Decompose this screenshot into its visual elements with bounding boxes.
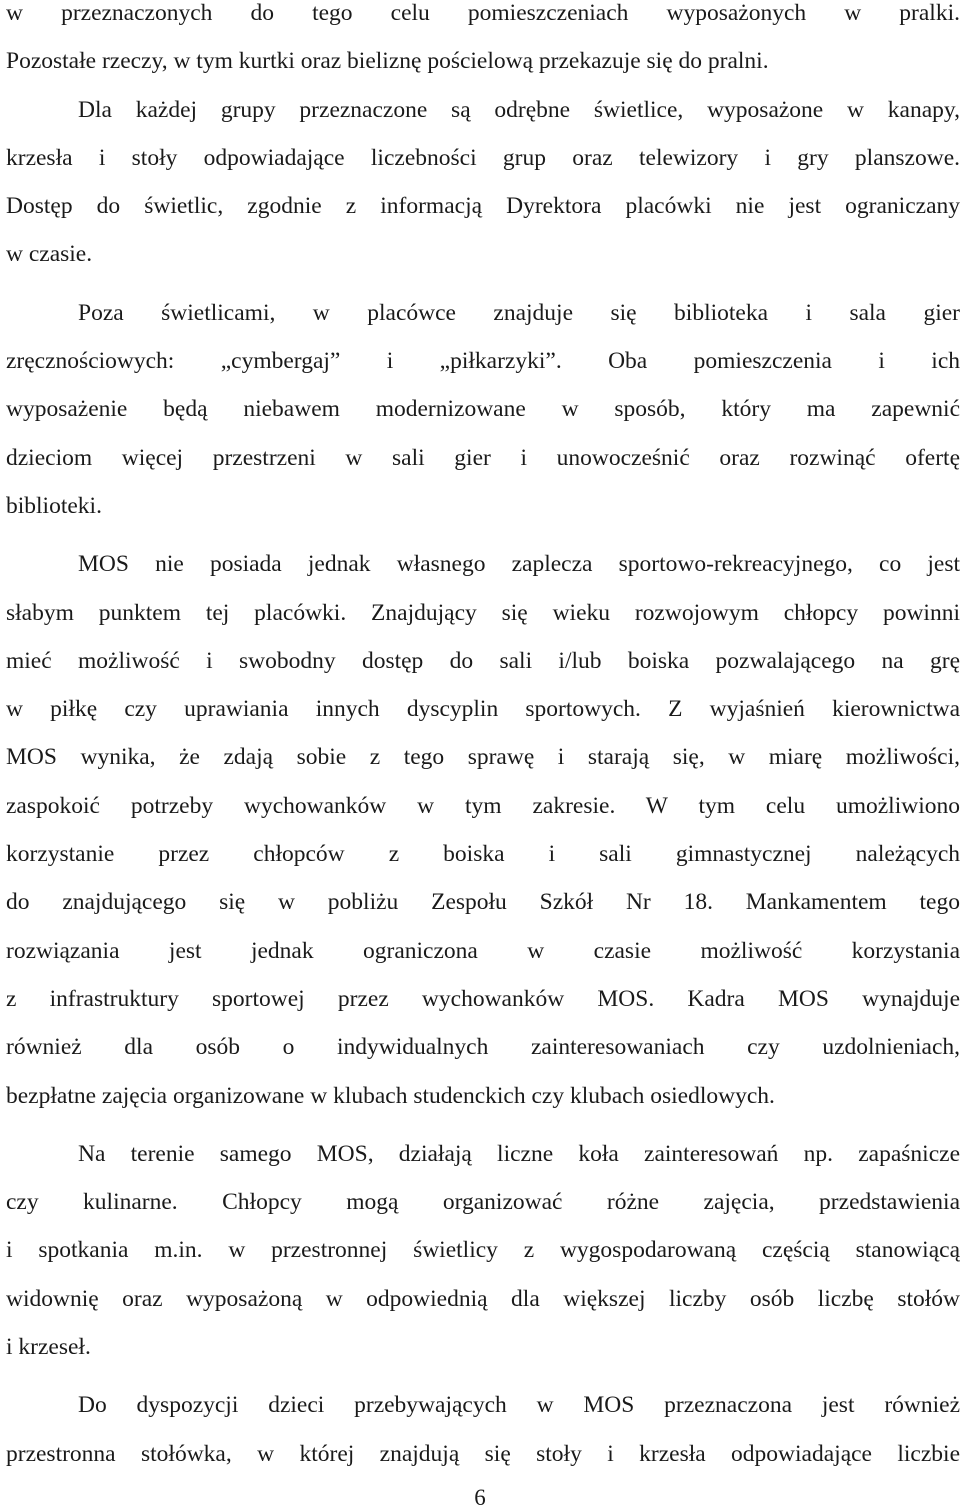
text-line: Dostęp do świetlic, zgodnie z informacją Dyrektora placówki nie jest ograniczany xyxy=(6,193,960,220)
paragraph-2 xyxy=(6,86,960,279)
text-line: korzystanie przez chłopców z boiska i sali gimnastycznej należących xyxy=(6,841,960,868)
text-line: Poza świetlicami, w placówce znajduje się biblioteka i sala gier xyxy=(78,299,960,326)
text-line: MOS nie posiada jednak własnego zaplecza sportowo-rekreacyjnego, co jest xyxy=(78,551,960,578)
paragraph-5 xyxy=(6,1130,960,1371)
text-line: MOS wynika, że zdają sobie z tego sprawę i starają się, w miarę możliwości, xyxy=(6,744,960,771)
text-line: i spotkania m.in. w przestronnej świetlicy z wygospodarowaną częścią stanowiącą xyxy=(6,1237,960,1264)
text-line: Na terenie samego MOS, działają liczne koła zainteresowań np. zapaśnicze xyxy=(78,1140,960,1167)
paragraph-1 xyxy=(6,0,960,86)
text-line: Do dyspozycji dzieci przebywających w MOS przeznaczona jest również xyxy=(78,1392,960,1419)
text-line: przestronna stołówka, w której znajdują się stoły i krzesła odpowiadające liczbie xyxy=(6,1440,960,1467)
text-line: zaspokoić potrzeby wychowanków w tym zakresie. W tym celu umożliwiono xyxy=(6,792,960,819)
paragraph-6 xyxy=(6,1381,960,1478)
text-line: zręcznościowych: „cymbergaj” i „piłkarzyki”. Oba pomieszczenia i ich xyxy=(6,348,960,375)
paragraph-3 xyxy=(6,289,960,530)
text-line: z infrastruktury sportowej przez wychowanków MOS. Kadra MOS wynajduje xyxy=(6,985,960,1012)
text-line: i krzeseł. xyxy=(6,1334,91,1361)
paragraph-4 xyxy=(6,540,960,1120)
text-line: krzesła i stoły odpowiadające liczebności grup oraz telewizory i gry planszowe. xyxy=(6,144,960,171)
text-line: czy kulinarne. Chłopcy mogą organizować różne zajęcia, przedstawienia xyxy=(6,1189,960,1216)
text-line: rozwiązania jest jednak ograniczona w czasie możliwość korzystania xyxy=(6,937,960,964)
text-line: w czasie. xyxy=(6,241,93,268)
text-line: widownię oraz wyposażoną w odpowiednią dla większej liczby osób liczbę stołów xyxy=(6,1285,960,1312)
text-line: do znajdującego się w pobliżu Zespołu Szkół Nr 18. Mankamentem tego xyxy=(6,889,960,916)
page-number: 6 xyxy=(474,1485,486,1510)
text-line: dzieciom więcej przestrzeni w sali gier i unowocześnić oraz rozwinąć ofertę xyxy=(6,444,960,471)
text-line: wyposażenie będą niebawem modernizowane w sposób, który ma zapewnić xyxy=(6,396,960,423)
text-line: słabym punktem tej placówki. Znajdujący się wieku rozwojowym chłopcy powinni xyxy=(6,599,960,626)
text-line: Dla każdej grupy przeznaczone są odrębne świetlice, wyposażone w kanapy, xyxy=(78,96,960,123)
document-page xyxy=(6,0,960,1478)
text-line: również dla osób o indywidualnych zainteresowaniach czy uzdolnieniach, xyxy=(6,1034,960,1061)
text-line: Pozostałe rzeczy, w tym kurtki oraz bieliznę pościelową przekazuje się do pralni. xyxy=(6,48,769,75)
text-line: biblioteki. xyxy=(6,492,102,519)
text-line: w piłkę czy uprawiania innych dyscyplin sportowych. Z wyjaśnień kierownictwa xyxy=(6,696,960,723)
text-line: w przeznaczonych do tego celu pomieszczeniach wyposażonych w pralki. xyxy=(6,0,960,26)
text-line: mieć możliwość i swobodny dostęp do sali i/lub boiska pozwalającego na grę xyxy=(6,647,960,674)
text-line: bezpłatne zajęcia organizowane w klubach studenckich czy klubach osiedlowych. xyxy=(6,1082,775,1109)
